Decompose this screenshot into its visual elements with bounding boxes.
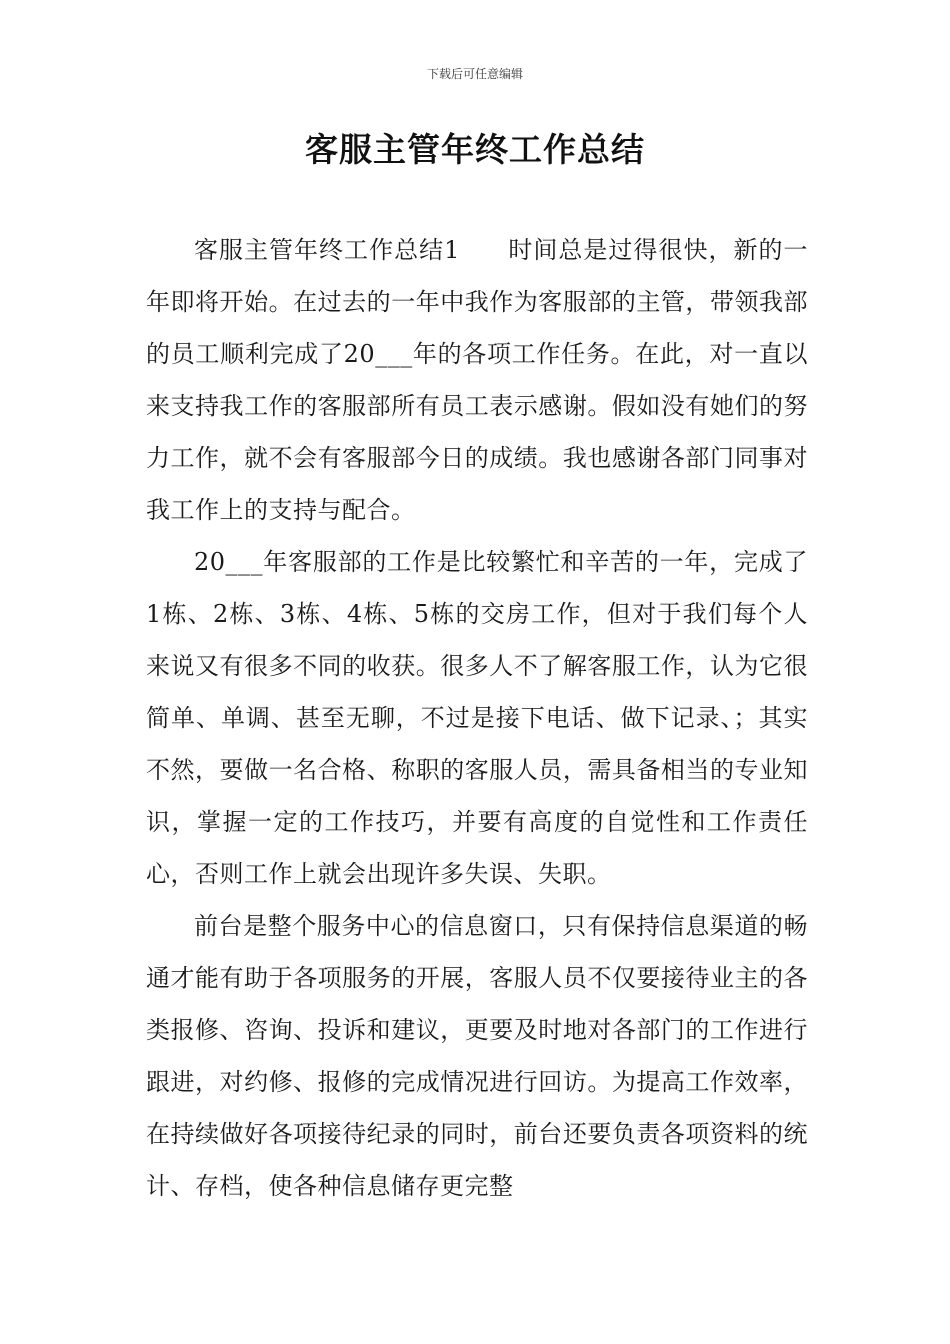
document-title: 客服主管年终工作总结 [305, 130, 645, 169]
paragraph-3: 前台是整个服务中心的信息窗口，只有保持信息渠道的畅通才能有助于各项服务的开展，客服人员不仅要接待业主的各类报修、咨询、投诉和建议，更要及时地对各部门的工作进行跟进，对约修、报修的完成情况进行回访。为提高工作效率，在持续做好各项接待纪录的同时，前台还要负责各项资料的统计、存档，使各种信息储存更完整 [146, 912, 808, 1200]
document-body [146, 224, 808, 1212]
paragraph-2: 20___年客服部的工作是比较繁忙和辛苦的一年，完成了1栋、2栋、3栋、4栋、5栋的交房工作，但对于我们每个人来说又有很多不同的收获。很多人不了解客服工作，认为它很简单、单调、甚至无聊，不过是接下电话、做下记录、；其实不然，要做一名合格、称职的客服人员，需具备相当的专业知识，掌握一定的工作技巧，并要有高度的自觉性和工作责任心，否则工作上就会出现许多失误、失职。 [146, 548, 808, 888]
paragraph-1-heading: 客服主管年终工作总结1 [194, 236, 460, 264]
paragraph-1-text: 时间总是过得很快，新的一年即将开始。在过去的一年中我作为客服部的主管，带领我部的员工顺利完成了20___年的各项工作任务。在此，对一直以来支持我工作的客服部所有员工表示感谢。假如没有她们的努力工作，就不会有客服部今日的成绩。我也感谢各部门同事对我工作上的支持与配合。 [146, 236, 808, 524]
header-note: 下载后可任意编辑 [426, 67, 523, 81]
paragraph-1 [146, 224, 808, 536]
